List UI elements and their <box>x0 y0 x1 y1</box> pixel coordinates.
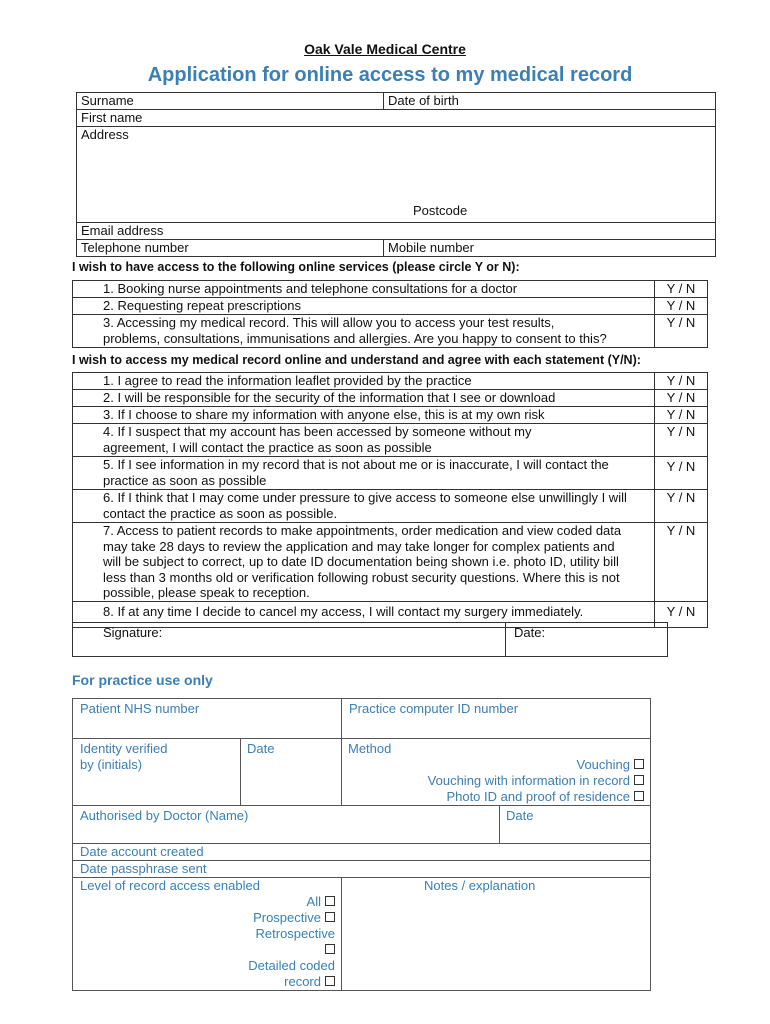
dob-label: Date of birth <box>388 93 459 108</box>
telephone-label: Telephone number <box>81 240 189 255</box>
computer-id-field[interactable] <box>342 699 651 739</box>
photo-id-label: Photo ID and proof of residence <box>446 789 630 804</box>
service-item: 2. Requesting repeat prescriptions <box>73 298 655 315</box>
computer-id-label: Practice computer ID number <box>349 701 519 716</box>
nhs-number-field[interactable] <box>73 699 342 739</box>
form-title: Application for online access to my medical record <box>147 64 633 86</box>
auth-date-label: Date <box>506 808 534 823</box>
detailed-coded-checkbox[interactable] <box>325 976 335 986</box>
dob-field[interactable] <box>384 93 716 110</box>
services-table <box>72 280 708 348</box>
retrospective-label: Retrospective <box>255 926 335 941</box>
retrospective-checkbox[interactable] <box>325 944 335 954</box>
signature-label: Signature: <box>103 625 163 640</box>
statement-item: 7. Access to patient records to make appointments, order medication and view coded data may take 28 days to review the application and may take longer for complex patients and will be subject to correct, up to date ID documentation being shown i.e. photo ID, utility bill less than 3 months old or verification following robust security questions. Where this is not possible, please speak to reception. <box>73 523 655 602</box>
method-label: Method <box>348 741 392 756</box>
first-name-label: First name <box>81 110 143 125</box>
date-field[interactable] <box>506 623 668 657</box>
address-label: Address <box>81 127 129 142</box>
account-created-field[interactable] <box>73 844 651 861</box>
authorised-by-field[interactable] <box>73 806 500 844</box>
vouching-info-label: Vouching with information in record <box>427 773 630 788</box>
photo-id-checkbox[interactable] <box>634 791 644 801</box>
service-item: 3. Accessing my medical record. This will allow you to access your test results, problems, consultations, immunisations and allergies. Are you happy to consent to this? <box>73 315 655 348</box>
statement-yn[interactable]: Y / N <box>655 373 708 390</box>
first-name-field[interactable] <box>77 110 716 127</box>
signature-field[interactable] <box>73 623 506 657</box>
statement-yn[interactable]: Y / N <box>655 407 708 424</box>
vouching-info-checkbox[interactable] <box>634 775 644 785</box>
statement-yn[interactable]: Y / N <box>655 457 708 490</box>
account-created-label: Date account created <box>80 844 204 859</box>
statement-yn[interactable]: Y / N <box>655 390 708 407</box>
by-initials-label: by (initials) <box>80 757 143 772</box>
service-yn[interactable]: Y / N <box>655 281 708 298</box>
method-field <box>342 739 651 806</box>
notes-label: Notes / explanation <box>424 878 536 893</box>
services-heading: I wish to have access to the following online services (please circle Y or N): <box>72 260 520 274</box>
statement-item: 1. I agree to read the information leaflet provided by the practice <box>73 373 655 390</box>
prospective-label: Prospective <box>253 910 321 925</box>
statement-yn[interactable]: Y / N <box>655 424 708 457</box>
prospective-checkbox[interactable] <box>325 912 335 922</box>
personal-details-table <box>76 92 716 257</box>
nhs-number-label: Patient NHS number <box>80 701 200 716</box>
practice-table <box>72 698 651 991</box>
statement-item: 4. If I suspect that my account has been accessed by someone without my agreement, I will contact the practice as soon as possible <box>73 424 655 457</box>
address-field[interactable] <box>77 127 716 223</box>
statements-heading: I wish to access my medical record online and understand and agree with each statement (Y/N): <box>72 353 641 367</box>
statement-item: 2. I will be responsible for the security of the information that I see or download <box>73 390 655 407</box>
email-label: Email address <box>81 223 164 238</box>
service-yn[interactable]: Y / N <box>655 315 708 348</box>
detailed-coded-label: Detailed coded <box>248 958 335 973</box>
service-item: 1. Booking nurse appointments and telephone consultations for a doctor <box>73 281 655 298</box>
identity-date-label: Date <box>247 741 275 756</box>
identity-date-field[interactable] <box>241 739 342 806</box>
statement-yn[interactable]: Y / N <box>655 523 708 602</box>
signature-table <box>72 622 668 657</box>
vouching-checkbox[interactable] <box>634 759 644 769</box>
access-level-label: Level of record access enabled <box>80 878 260 893</box>
authorised-by-label: Authorised by Doctor (Name) <box>80 808 249 823</box>
clinic-name: Oak Vale Medical Centre <box>304 41 466 57</box>
all-checkbox[interactable] <box>325 896 335 906</box>
statement-yn[interactable]: Y / N <box>655 490 708 523</box>
passphrase-sent-label: Date passphrase sent <box>80 861 207 876</box>
statement-item: 8. If at any time I decide to cancel my access, I will contact my surgery immediately. <box>73 601 655 627</box>
auth-date-field[interactable] <box>500 806 651 844</box>
all-label: All <box>306 894 321 909</box>
mobile-field[interactable] <box>384 240 716 257</box>
statement-item: 6. If I think that I may come under pressure to give access to someone else unwillingly I will contact the practice as soon as possible. <box>73 490 655 523</box>
passphrase-sent-field[interactable] <box>73 861 651 878</box>
identity-verified-field[interactable] <box>73 739 241 806</box>
notes-field[interactable] <box>342 878 651 991</box>
statement-item: 5. If I see information in my record that is not about me or is inaccurate, I will contact the practice as soon as possible <box>73 457 655 490</box>
postcode-label: Postcode <box>413 203 468 218</box>
service-yn[interactable]: Y / N <box>655 298 708 315</box>
surname-label: Surname <box>81 93 134 108</box>
email-field[interactable] <box>77 223 716 240</box>
surname-field[interactable] <box>77 93 384 110</box>
telephone-field[interactable] <box>77 240 384 257</box>
access-level-field <box>73 878 342 991</box>
statement-item: 3. If I choose to share my information with anyone else, this is at my own risk <box>73 407 655 424</box>
mobile-label: Mobile number <box>388 240 474 255</box>
identity-verified-label: Identity verified <box>80 741 168 756</box>
statement-yn[interactable]: Y / N <box>655 601 708 627</box>
date-label: Date: <box>514 625 546 640</box>
vouching-label: Vouching <box>576 757 630 772</box>
detailed-coded-record-label: record <box>284 974 321 989</box>
statements-table <box>72 372 708 628</box>
practice-heading: For practice use only <box>72 672 213 688</box>
